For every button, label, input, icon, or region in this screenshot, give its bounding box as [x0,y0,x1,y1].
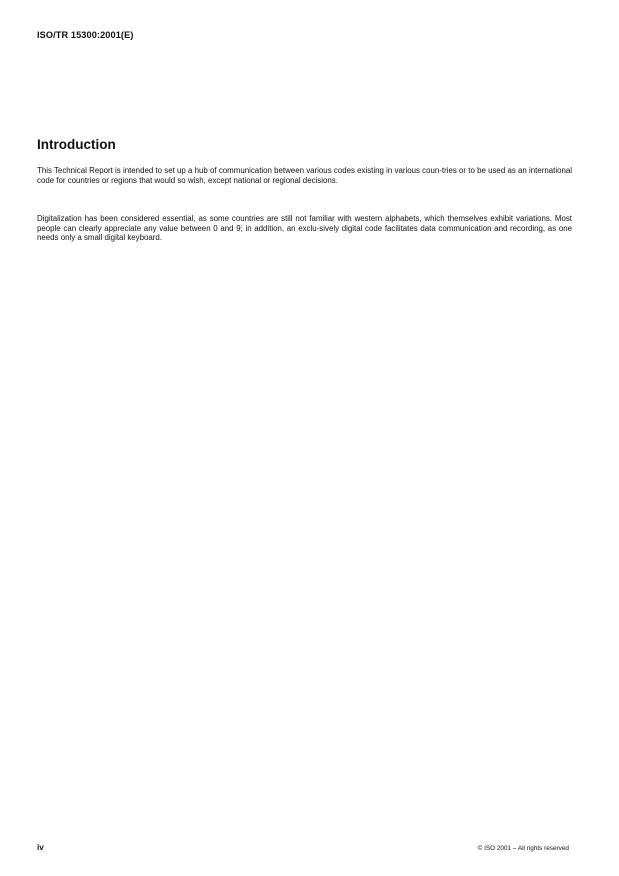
document-id-header: ISO/TR 15300:2001(E) [37,30,134,40]
page-number: iv [37,843,44,852]
section-title: Introduction [37,137,116,152]
intro-paragraph-1: This Technical Report is intended to set up a hub of communication between various codes existing in various coun-tries or to be used as an international code for countries or regions that would so wish, except national or regional decisions. [37,166,572,185]
intro-paragraph-2: Digitalization has been considered essential, as some countries are still not familiar with western alphabets, which themselves exhibit variations. Most people can clearly appreciate any value between 0 and 9; in addition, an exclu-sively digital code facilitates data communication and recording, as one needs only a small digital keyboard. [37,214,572,243]
copyright-notice: © ISO 2001 – All rights reserved [477,845,569,852]
